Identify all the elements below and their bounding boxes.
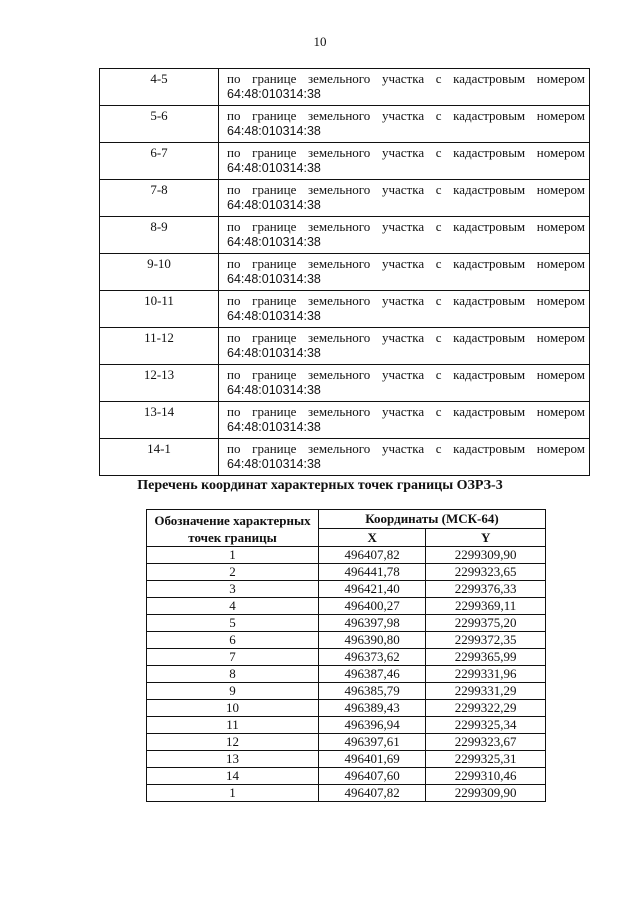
coord-y: 2299331,29: [426, 683, 546, 700]
segment-row: [100, 143, 590, 180]
coord-x: 496390,80: [319, 632, 426, 649]
point-label: 11: [147, 717, 319, 734]
point-label: 8: [147, 666, 319, 683]
segment-description-text: по границе земельного участка с кадастровым номером: [227, 256, 585, 271]
coord-y: 2299309,90: [426, 547, 546, 564]
segment-row: [100, 254, 590, 291]
coord-x: 496441,78: [319, 564, 426, 581]
point-label: 5: [147, 615, 319, 632]
coord-x: 496400,27: [319, 598, 426, 615]
segment-description: [219, 291, 590, 328]
coord-y: 2299331,96: [426, 666, 546, 683]
coordinates-list-title: Перечень координат характерных точек границы ОЗРЗ-3: [137, 478, 503, 493]
coord-x: 496407,82: [319, 785, 426, 802]
segment-description: [219, 402, 590, 439]
coordinate-row: [147, 632, 546, 649]
point-label: 13: [147, 751, 319, 768]
coordinate-row: [147, 615, 546, 632]
coordinate-row: [147, 768, 546, 785]
segment-description: [219, 328, 590, 365]
segment-row: [100, 365, 590, 402]
coord-y: 2299322,29: [426, 700, 546, 717]
segment-description-text: по границе земельного участка с кадастровым номером: [227, 293, 585, 308]
page-number: 10: [313, 34, 327, 49]
segment-row: [100, 402, 590, 439]
coord-x: 496385,79: [319, 683, 426, 700]
segment-label: 12-13: [100, 365, 219, 402]
segment-cadastral-number: 64:48:010314:38: [227, 87, 321, 101]
header-point-name: Обозначение характерных точек границы: [147, 510, 319, 547]
header-y: Y: [426, 529, 546, 547]
coord-y: 2299365,99: [426, 649, 546, 666]
coordinate-row: [147, 547, 546, 564]
coordinate-row: [147, 666, 546, 683]
segment-cadastral-number: 64:48:010314:38: [227, 161, 321, 175]
coordinate-row: [147, 564, 546, 581]
point-label: 4: [147, 598, 319, 615]
point-label: 1: [147, 547, 319, 564]
coordinate-row: [147, 649, 546, 666]
segment-description: [219, 106, 590, 143]
segment-cadastral-number: 64:48:010314:38: [227, 309, 321, 323]
segments-body: [100, 69, 590, 476]
segment-description-text: по границе земельного участка с кадастровым номером: [227, 219, 585, 234]
segment-description-text: по границе земельного участка с кадастровым номером: [227, 330, 585, 345]
segment-description-text: по границе земельного участка с кадастровым номером: [227, 367, 585, 382]
segment-description-text: по границе земельного участка с кадастровым номером: [227, 145, 585, 160]
point-label: 6: [147, 632, 319, 649]
coord-y: 2299309,90: [426, 785, 546, 802]
segment-description: [219, 217, 590, 254]
point-label: 9: [147, 683, 319, 700]
coord-y: 2299323,67: [426, 734, 546, 751]
segment-description-text: по границе земельного участка с кадастровым номером: [227, 182, 585, 197]
coordinate-row: [147, 683, 546, 700]
segment-description: [219, 180, 590, 217]
segment-cadastral-number: 64:48:010314:38: [227, 457, 321, 471]
segment-label: 8-9: [100, 217, 219, 254]
point-label: 12: [147, 734, 319, 751]
coord-y: 2299323,65: [426, 564, 546, 581]
coord-x: 496407,82: [319, 547, 426, 564]
segment-cadastral-number: 64:48:010314:38: [227, 346, 321, 360]
coord-x: 496387,46: [319, 666, 426, 683]
point-label: 7: [147, 649, 319, 666]
header-coordinates-group: Координаты (МСК-64): [319, 510, 546, 529]
segment-description-text: по границе земельного участка с кадастровым номером: [227, 404, 585, 419]
segment-label: 9-10: [100, 254, 219, 291]
segment-row: [100, 180, 590, 217]
segment-label: 4-5: [100, 69, 219, 106]
segment-cadastral-number: 64:48:010314:38: [227, 420, 321, 434]
coord-y: 2299375,20: [426, 615, 546, 632]
coordinate-row: [147, 700, 546, 717]
segment-label: 5-6: [100, 106, 219, 143]
coordinate-row: [147, 717, 546, 734]
coordinate-row: [147, 581, 546, 598]
segment-label: 14-1: [100, 439, 219, 476]
coord-x: 496397,98: [319, 615, 426, 632]
point-label: 2: [147, 564, 319, 581]
coordinate-row: [147, 751, 546, 768]
segment-row: [100, 69, 590, 106]
coord-y: 2299369,11: [426, 598, 546, 615]
coord-x: 496421,40: [319, 581, 426, 598]
segment-cadastral-number: 64:48:010314:38: [227, 124, 321, 138]
coord-y: 2299325,34: [426, 717, 546, 734]
segment-cadastral-number: 64:48:010314:38: [227, 235, 321, 249]
point-label: 10: [147, 700, 319, 717]
header-x: X: [319, 529, 426, 547]
segment-cadastral-number: 64:48:010314:38: [227, 272, 321, 286]
segment-cadastral-number: 64:48:010314:38: [227, 383, 321, 397]
segment-row: [100, 291, 590, 328]
segment-label: 6-7: [100, 143, 219, 180]
segment-row: [100, 217, 590, 254]
coordinate-row: [147, 785, 546, 802]
segment-description-text: по границе земельного участка с кадастровым номером: [227, 441, 585, 456]
coord-x: 496396,94: [319, 717, 426, 734]
segment-description: [219, 69, 590, 106]
coordinate-row: [147, 598, 546, 615]
coordinate-row: [147, 734, 546, 751]
coordinates-header: [147, 510, 546, 547]
boundary-segments-table: [99, 68, 590, 476]
segment-description: [219, 254, 590, 291]
coord-x: 496397,61: [319, 734, 426, 751]
segment-label: 11-12: [100, 328, 219, 365]
coord-x: 496373,62: [319, 649, 426, 666]
coordinates-body: [147, 547, 546, 802]
coord-y: 2299376,33: [426, 581, 546, 598]
coord-y: 2299325,31: [426, 751, 546, 768]
point-label: 1: [147, 785, 319, 802]
coordinates-table: [146, 509, 546, 802]
segment-label: 7-8: [100, 180, 219, 217]
segment-label: 10-11: [100, 291, 219, 328]
point-label: 3: [147, 581, 319, 598]
point-label: 14: [147, 768, 319, 785]
coord-x: 496401,69: [319, 751, 426, 768]
segment-cadastral-number: 64:48:010314:38: [227, 198, 321, 212]
segment-description: [219, 439, 590, 476]
segment-description-text: по границе земельного участка с кадастровым номером: [227, 71, 585, 86]
segment-row: [100, 328, 590, 365]
segment-label: 13-14: [100, 402, 219, 439]
segment-description-text: по границе земельного участка с кадастровым номером: [227, 108, 585, 123]
segment-description: [219, 143, 590, 180]
segment-row: [100, 106, 590, 143]
coord-y: 2299372,35: [426, 632, 546, 649]
coord-y: 2299310,46: [426, 768, 546, 785]
coord-x: 496389,43: [319, 700, 426, 717]
segment-row: [100, 439, 590, 476]
coord-x: 496407,60: [319, 768, 426, 785]
segment-description: [219, 365, 590, 402]
